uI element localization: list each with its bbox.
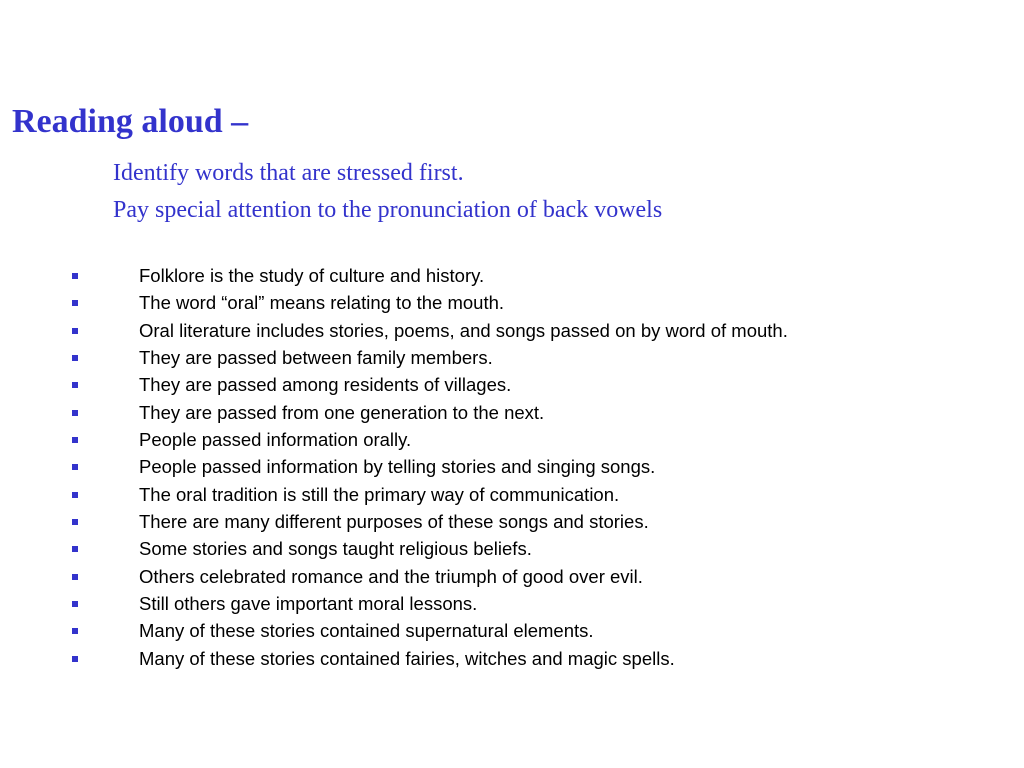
bullet-text: Some stories and songs taught religious beliefs. bbox=[139, 538, 532, 560]
bullet-text: They are passed from one generation to the next. bbox=[139, 401, 545, 423]
bullet-text: They are passed among residents of villages. bbox=[139, 374, 512, 396]
square-bullet-icon bbox=[72, 382, 78, 388]
bullet-text: The oral tradition is still the primary way of communication. bbox=[139, 483, 620, 505]
bullet-text: Others celebrated romance and the triumph of good over evil. bbox=[139, 565, 643, 587]
bullet-list bbox=[0, 262, 788, 672]
list-item bbox=[0, 317, 788, 344]
bullet-text: People passed information orally. bbox=[139, 429, 412, 451]
square-bullet-icon bbox=[72, 546, 78, 552]
bullet-text: Many of these stories contained fairies, witches and magic spells. bbox=[139, 647, 675, 669]
square-bullet-icon bbox=[72, 464, 78, 470]
list-item bbox=[0, 344, 788, 371]
list-item bbox=[0, 289, 788, 316]
square-bullet-icon bbox=[72, 273, 78, 279]
subtitle-block bbox=[113, 155, 662, 229]
list-item bbox=[0, 426, 788, 453]
square-bullet-icon bbox=[72, 300, 78, 306]
subtitle-line-1: Identify words that are stressed first. bbox=[113, 160, 464, 186]
bullet-text: The word “oral” means relating to the mouth. bbox=[139, 292, 505, 314]
list-item bbox=[0, 617, 788, 644]
list-item bbox=[0, 399, 788, 426]
square-bullet-icon bbox=[72, 328, 78, 334]
square-bullet-icon bbox=[72, 437, 78, 443]
list-item bbox=[0, 535, 788, 562]
list-item bbox=[0, 481, 788, 508]
list-item bbox=[0, 645, 788, 672]
list-item bbox=[0, 262, 788, 289]
bullet-text: Folklore is the study of culture and history. bbox=[139, 265, 485, 286]
list-item bbox=[0, 563, 788, 590]
bullet-text: Still others gave important moral lessons. bbox=[139, 593, 478, 615]
bullet-text: There are many different purposes of these songs and stories. bbox=[139, 511, 649, 533]
subtitle-line-2: Pay special attention to the pronunciation of back vowels bbox=[113, 197, 663, 223]
square-bullet-icon bbox=[72, 656, 78, 662]
square-bullet-icon bbox=[72, 601, 78, 607]
square-bullet-icon bbox=[72, 574, 78, 580]
square-bullet-icon bbox=[72, 519, 78, 525]
square-bullet-icon bbox=[72, 628, 78, 634]
bullet-text: People passed information by telling stories and singing songs. bbox=[139, 456, 656, 478]
square-bullet-icon bbox=[72, 492, 78, 498]
square-bullet-icon bbox=[72, 410, 78, 416]
list-item bbox=[0, 508, 788, 535]
square-bullet-icon bbox=[72, 355, 78, 361]
slide-title: Reading aloud – bbox=[12, 103, 249, 140]
bullet-text: Many of these stories contained supernatural elements. bbox=[139, 620, 594, 642]
list-item bbox=[0, 371, 788, 398]
bullet-text: Oral literature includes stories, poems, and songs passed on by word of mouth. bbox=[139, 319, 788, 341]
bullet-text: They are passed between family members. bbox=[139, 347, 493, 369]
list-item bbox=[0, 453, 788, 480]
list-item bbox=[0, 590, 788, 617]
